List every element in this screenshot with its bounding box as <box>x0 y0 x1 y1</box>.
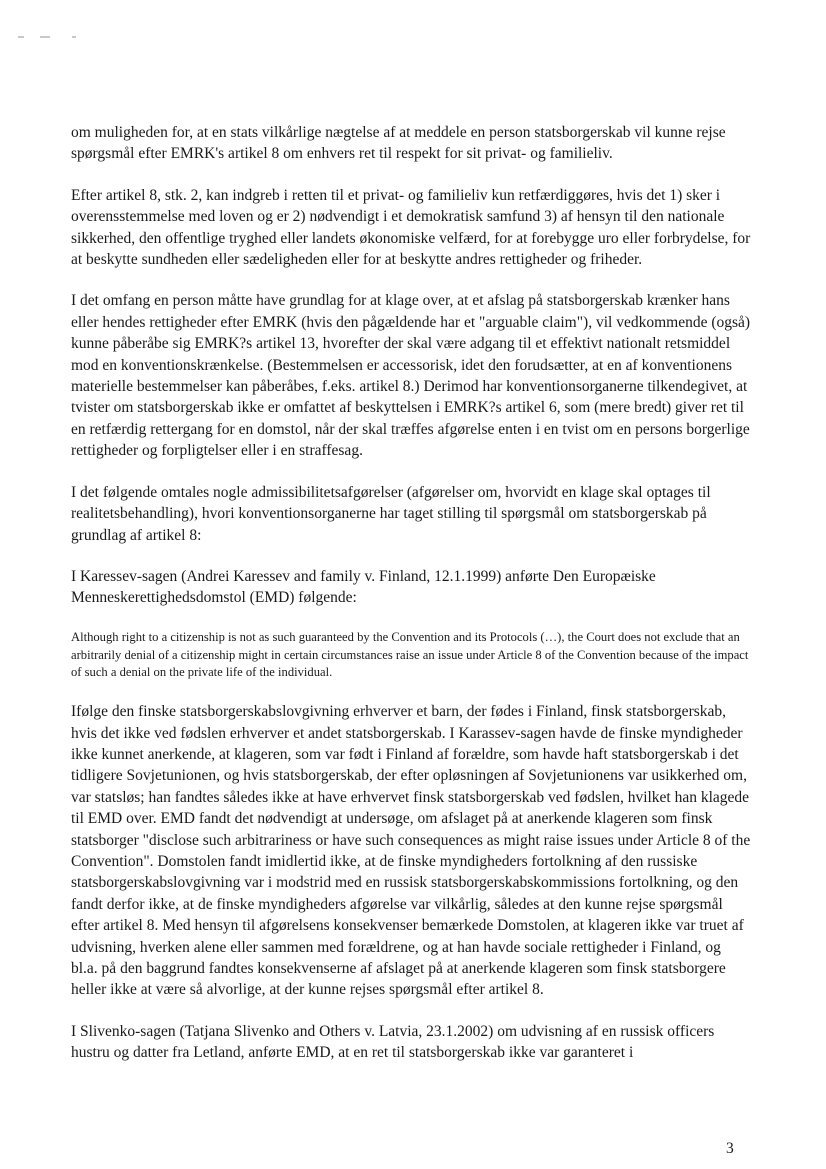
block-quote: Although right to a citizenship is not as such guaranteed by the Convention and its Protocols (…), the Court does not exclude that an arbitrarily denial of a citizenship might in certain circumstances raise an issue under Article 8 of the Convention because of the impact of such a denial on the private life of the individual. <box>71 629 749 680</box>
scan-artifact <box>72 36 76 38</box>
paragraph: I Karessev-sagen (Andrei Karessev and family v. Finland, 12.1.1999) anførte Den Europæiske Menneskerettighedsdomstol (EMD) følgende: <box>71 567 656 607</box>
page-number: 3 <box>726 1140 734 1157</box>
paragraph: I det omfang en person måtte have grundlag for at klage over, at et afslag på statsborgerskab krænker hans eller hendes rettigheder efter EMRK (hvis den pågældende har et "arguable claim"), vil vedkommende (også) kunne påberåbe sig EMRK?s artikel 13, hvorefter der skal være adgang til et effektivt nationalt retsmiddel mod en konventionskrænkelse. (Bestemmelsen er accessorisk, idet den forudsætter, at en af konventionens materielle bestemmelser kan påberåbes, f.eks. artikel 8.) Derimod har konventionsorganerne tilkendegivet, at tvister om statsborgerskab ikke er omfattet af beskyttelsen i EMRK?s artikel 6, som (mere bredt) giver ret til en retfærdig rettergang for en domstol, når der skal træffes afgørelse enten i en tvist om en persons borgerlige rettigheder og forpligtelser eller i en straffesag. <box>71 292 751 460</box>
paragraph: om muligheden for, at en stats vilkårlige nægtelse af at meddele en person statsborgerskab vil kunne rejse spørgsmål efter EMRK's artikel 8 om enhvers ret til respekt for sit privat- og familieliv. <box>71 124 726 163</box>
paragraph: I Slivenko-sagen (Tatjana Slivenko and Others v. Latvia, 23.1.2002) om udvisning af en russisk officers hustru og datter fra Letland, anførte EMD, at en ret til statsborgerskab ikke var garanteret i <box>71 1022 715 1062</box>
paragraph: I det følgende omtales nogle admissibilitetsafgørelser (afgørelser om, hvorvidt en klage skal optages til realitetsbehandling), hvori konventionsorganerne har taget stilling til spørgsmål om statsborgerskab på grundlag af artikel 8: <box>71 483 711 544</box>
paragraph: Efter artikel 8, stk. 2, kan indgreb i retten til et privat- og familieliv kun retfærdiggøres, hvis det 1) sker i overensstemmelse med loven og er 2) nødvendigt i et demokratisk samfund 3) af hensyn til den nationale sikkerhed, den offentlige tryghed eller landets økonomiske velfærd, for at forebygge uro eller forbrydelse, for at beskytte sundheden eller sædeligheden eller for at beskytte andres rettigheder og friheder. <box>71 186 751 269</box>
scan-artifact <box>18 36 24 38</box>
document-body <box>71 122 751 1084</box>
paragraph: Ifølge den finske statsborgerskabslovgivning erhverver et barn, der fødes i Finland, finsk statsborgerskab, hvis det ikke ved fødslen erhverver et andet statsborgerskab. I Karassev-sagen havde de finske myndigheder ikke kunnet anerkende, at klageren, som var født i Finland af forældre, som havde haft statsborgerskab i det tidligere Sovjetunionen, og hvis statsborgerskab, der efter opløsningen af Sovjetunionens var usikkerhed om, var statsløs; han fandtes således ikke at have erhvervet finsk statsborgerskab ved fødslen, hvilket han klagede til EMD over. EMD fandt det nødvendigt at undersøge, om afslaget på at anerkende klageren som finsk statsborger "disclose such arbitrariness or have such consequences as might raise issues under Article 8 of the Convention". Domstolen fandt imidlertid ikke, at de finske myndigheders fortolkning af den russiske statsborgerskabslovgivning var i modstrid med en russisk statsborgerskabskommissions fortolkning, og den fandt derfor ikke, at de finske myndigheders afgørelse var vilkårlig, således at den kunne rejse spørgsmål efter artikel 8. Med hensyn til afgørelsens konsekvenser bemærkede Domstolen, at klageren ikke var truet af udvisning, hverken alene eller sammen med forældrene, og at han havde sociale rettigheder i Finland, og bl.a. på den baggrund fandtes konsekvenserne af afslaget på at anerkende klageren som finsk statsborgere heller ikke at være så alvorlige, at der kunne rejses spørgsmål efter artikel 8. <box>71 703 751 999</box>
scan-artifact <box>40 36 50 38</box>
